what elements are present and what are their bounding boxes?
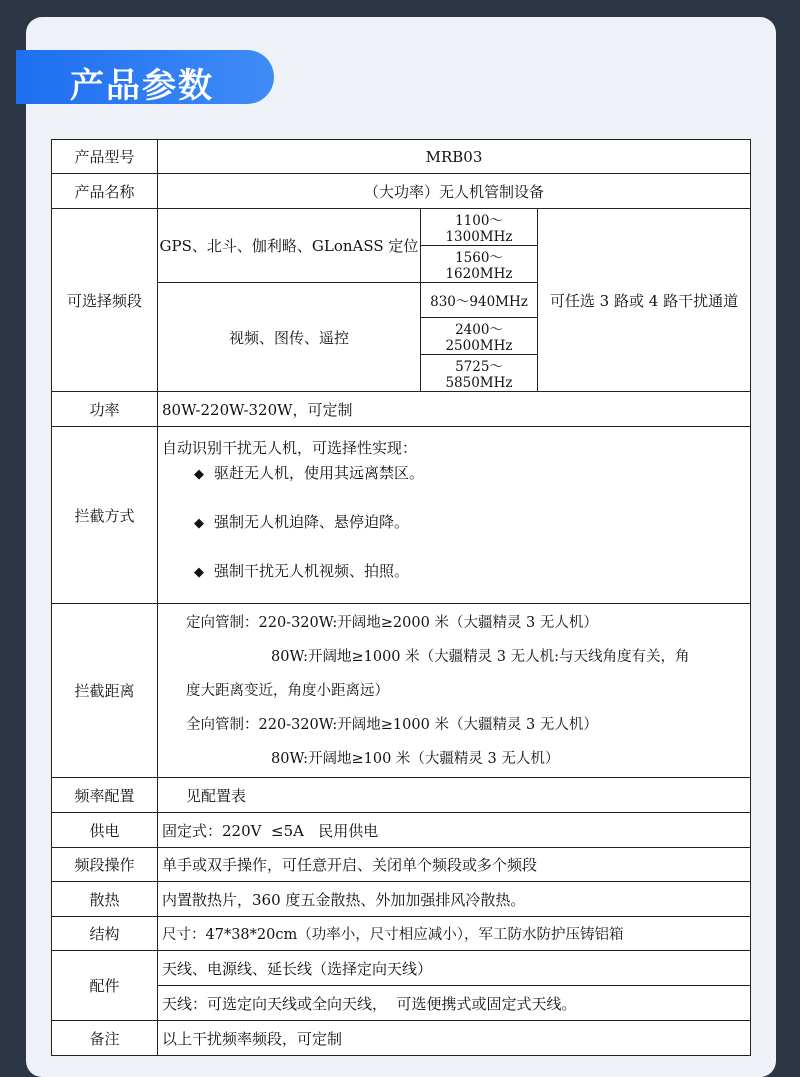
supply-label: 供电 [52, 813, 158, 848]
model-value: MRB03 [158, 140, 751, 174]
distance-line: 度大距离变近，角度小距离远） [186, 682, 389, 699]
cooling-value: 内置散热片，360 度五金散热、外加加强排风冷散热。 [158, 882, 751, 917]
table-row [52, 848, 751, 882]
table-row [52, 209, 751, 246]
intercept-label: 拦截方式 [52, 427, 158, 604]
remark-label: 备注 [52, 1021, 158, 1056]
freq-config-label: 频率配置 [52, 778, 158, 813]
distance-line: 80W:开阔地≥100 米（大疆精灵 3 无人机） [271, 750, 560, 767]
table-row [52, 174, 751, 209]
supply-value: 固定式：220V ≤5A 民用供电 [158, 813, 751, 848]
bands-note: 可任选 3 路或 4 路干扰通道 [538, 209, 751, 392]
name-value: （大功率）无人机管制设备 [158, 174, 751, 209]
freq-cell: 5725～5850MHz [421, 355, 538, 392]
accessories-line: 天线、电源线、延长线（选择定向天线） [158, 951, 751, 986]
distance-label: 拦截距离 [52, 604, 158, 778]
distance-cell [158, 604, 751, 778]
freq-cell: 1100～1300MHz [421, 209, 538, 246]
model-label: 产品型号 [52, 140, 158, 174]
accessories-line: 天线：可选定向天线或全向天线， 可选便携式或固定式天线。 [158, 986, 751, 1021]
table-row [52, 917, 751, 951]
remark-value: 以上干扰频率频段，可定制 [158, 1021, 751, 1056]
operation-label: 频段操作 [52, 848, 158, 882]
intercept-intro: 自动识别干扰无人机，可选择性实现： [162, 439, 418, 457]
table-row [52, 882, 751, 917]
distance-line: 全向管制：220-320W:开阔地≥1000 米（大疆精灵 3 无人机） [186, 716, 598, 733]
cooling-label: 散热 [52, 882, 158, 917]
diamond-bullet-icon: ◆ [194, 467, 204, 482]
intercept-item: 强制干扰无人机视频、拍照。 [214, 562, 410, 580]
table-row [52, 951, 751, 986]
table-row [52, 1021, 751, 1056]
freq-config-value: 见配置表 [158, 778, 751, 813]
intercept-cell [158, 427, 751, 604]
operation-value: 单手或双手操作，可任意开启、关闭单个频段或多个频段 [158, 848, 751, 882]
structure-label: 结构 [52, 917, 158, 951]
structure-value: 尺寸：47*38*20cm（功率小，尺寸相应减小），军工防水防护压铸铝箱 [158, 917, 751, 951]
power-label: 功率 [52, 392, 158, 427]
accessories-label: 配件 [52, 951, 158, 1021]
distance-line: 定向管制：220-320W:开阔地≥2000 米（大疆精灵 3 无人机） [186, 614, 598, 631]
table-row [52, 392, 751, 427]
diamond-bullet-icon: ◆ [194, 516, 204, 531]
list-item [162, 511, 746, 535]
video-label: 视频、图传、遥控 [158, 283, 421, 392]
table-row [52, 778, 751, 813]
power-value: 80W-220W-320W，可定制 [158, 392, 751, 427]
table-row [52, 427, 751, 604]
list-item [162, 560, 746, 584]
bands-label: 可选择频段 [52, 209, 158, 392]
spec-table [51, 139, 751, 1056]
freq-cell: 2400～2500MHz [421, 318, 538, 355]
freq-cell: 830～940MHz [421, 283, 538, 318]
table-row [52, 604, 751, 778]
section-title: 产品参数 [70, 66, 214, 106]
name-label: 产品名称 [52, 174, 158, 209]
table-row [52, 140, 751, 174]
distance-line: 80W:开阔地≥1000 米（大疆精灵 3 无人机:与天线角度有关，角 [271, 648, 690, 665]
diamond-bullet-icon: ◆ [194, 565, 204, 580]
freq-cell: 1560～1620MHz [421, 246, 538, 283]
list-item [162, 462, 746, 486]
gnss-label: GPS、北斗、伽利略、GLonASS 定位 [158, 209, 421, 283]
intercept-item: 强制无人机迫降、悬停迫降。 [214, 513, 410, 531]
intercept-item: 驱赶无人机，使用其远离禁区。 [214, 464, 425, 482]
table-row [52, 813, 751, 848]
